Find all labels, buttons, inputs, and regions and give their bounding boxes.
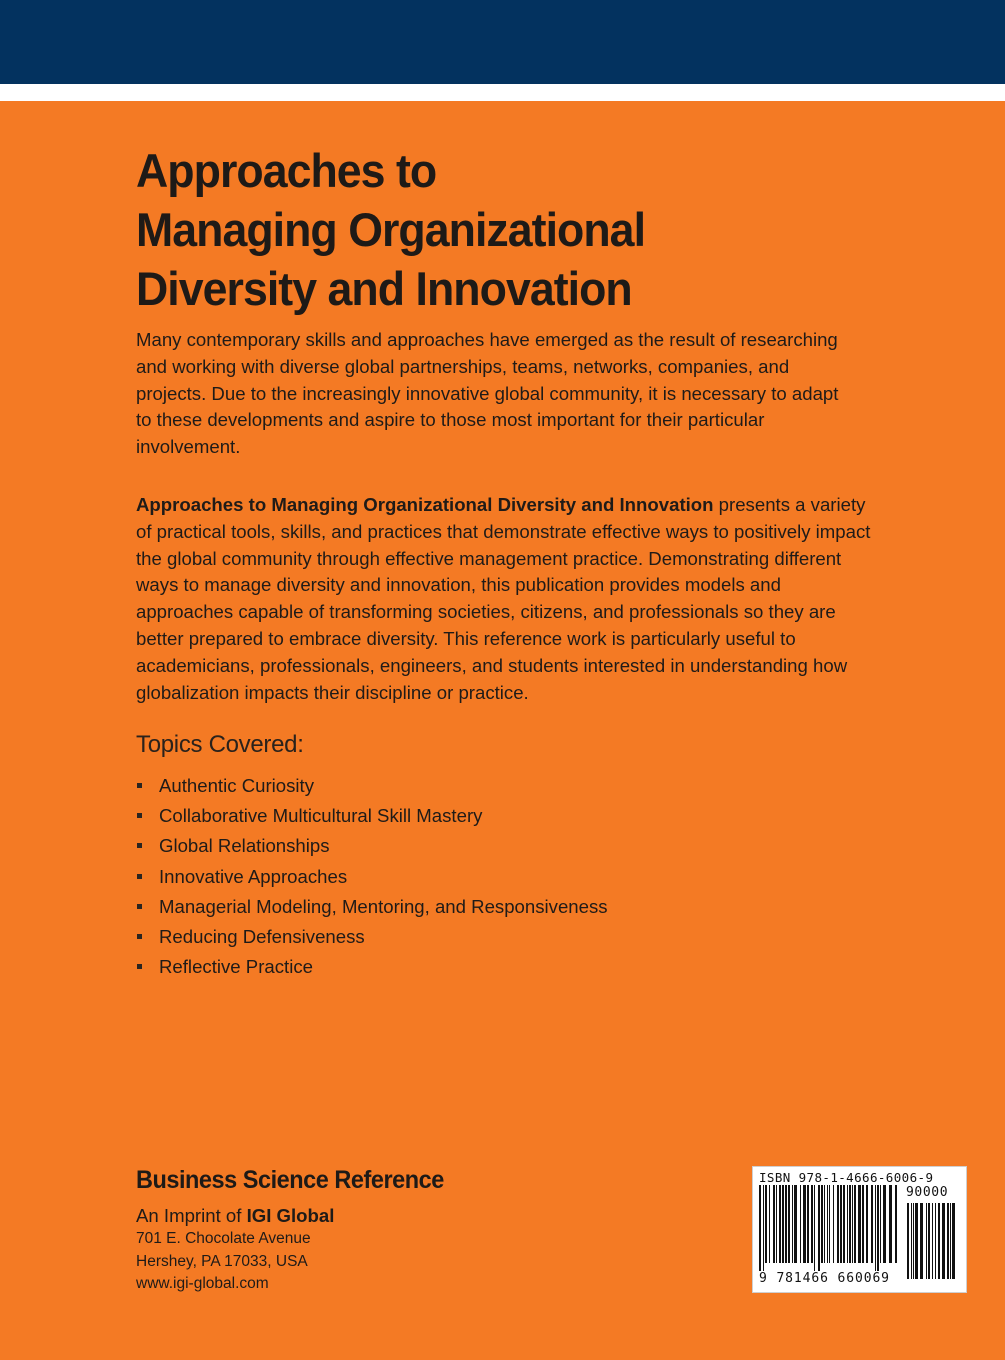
addon-barcode-bars-icon [907, 1203, 959, 1287]
topic-label: Reflective Practice [159, 956, 313, 978]
topic-item [136, 952, 608, 982]
topic-label: Collaborative Multicultural Skill Mastery [159, 805, 483, 827]
address-line-2: Hershey, PA 17033, USA [136, 1252, 308, 1270]
publisher-website: www.igi-global.com [136, 1275, 269, 1292]
imprint-line [136, 1204, 556, 1228]
address-line-1: 701 E. Chocolate Avenue [136, 1230, 311, 1247]
topic-label: Reducing Defensiveness [159, 926, 365, 948]
imprint-prefix: An Imprint of [136, 1205, 247, 1226]
topic-item [136, 801, 608, 831]
publisher-block [136, 1164, 556, 1296]
bullet-square-icon [137, 964, 142, 969]
price-addon-digits: 90000 [906, 1185, 949, 1200]
topic-item [136, 831, 608, 861]
topic-label: Managerial Modeling, Mentoring, and Responsiveness [159, 895, 608, 917]
description-text: presents a variety of practical tools, skills, and practices that demonstrate effective ways to positively impact the global community through effective management practice. Demonstrating different ways to manage diversity and innovation, this publication provides models and approaches capable of transforming societies, citizens, and professionals so they are better prepared to embrace diversity. This reference work is particularly useful to academicians, professionals, engineers, and students interested in understanding how globalization impacts their discipline or practice. [136, 494, 871, 703]
book-title [136, 141, 706, 318]
ean-digits: 9 781466 660069 [759, 1271, 890, 1286]
bullet-square-icon [137, 783, 142, 788]
white-divider-stripe [0, 84, 1005, 101]
publisher-name: Business Science Reference [136, 1166, 444, 1194]
topic-item [136, 771, 608, 801]
description-paragraph [136, 492, 876, 706]
topics-heading: Topics Covered: [136, 731, 304, 758]
isbn-barcode [752, 1166, 967, 1293]
bullet-square-icon [137, 813, 142, 818]
title-line: Approaches to [136, 144, 437, 197]
topic-item [136, 892, 608, 922]
title-line: Diversity and Innovation [136, 262, 632, 315]
topic-label: Authentic Curiosity [159, 775, 315, 796]
bullet-square-icon [137, 934, 142, 939]
top-color-band [0, 0, 1005, 84]
back-cover-content [136, 141, 876, 978]
isbn-text: ISBN 978-1-4666-6006-9 [759, 1170, 934, 1185]
bullet-square-icon [137, 874, 142, 879]
topic-label: Innovative Approaches [159, 865, 348, 887]
topic-label: Global Relationships [159, 835, 330, 857]
barcode-bars-icon [759, 1185, 897, 1271]
topics-list [136, 771, 608, 982]
bullet-square-icon [137, 904, 142, 909]
imprint-name: IGI Global [246, 1205, 335, 1226]
description-book-title: Approaches to Managing Organizational Diversity and Innovation [136, 494, 714, 515]
bullet-square-icon [137, 843, 142, 848]
title-line: Managing Organizational [136, 203, 646, 256]
topic-item [136, 922, 608, 952]
topic-item [136, 862, 608, 892]
intro-paragraph: Many contemporary skills and approaches have emerged as the result of researching and working with diverse global partnerships, teams, networks, companies, and projects. Due to the increasingly innovative global community, it is necessary to adapt to these developments and aspire to those most important for their particular involvement. [136, 329, 839, 458]
